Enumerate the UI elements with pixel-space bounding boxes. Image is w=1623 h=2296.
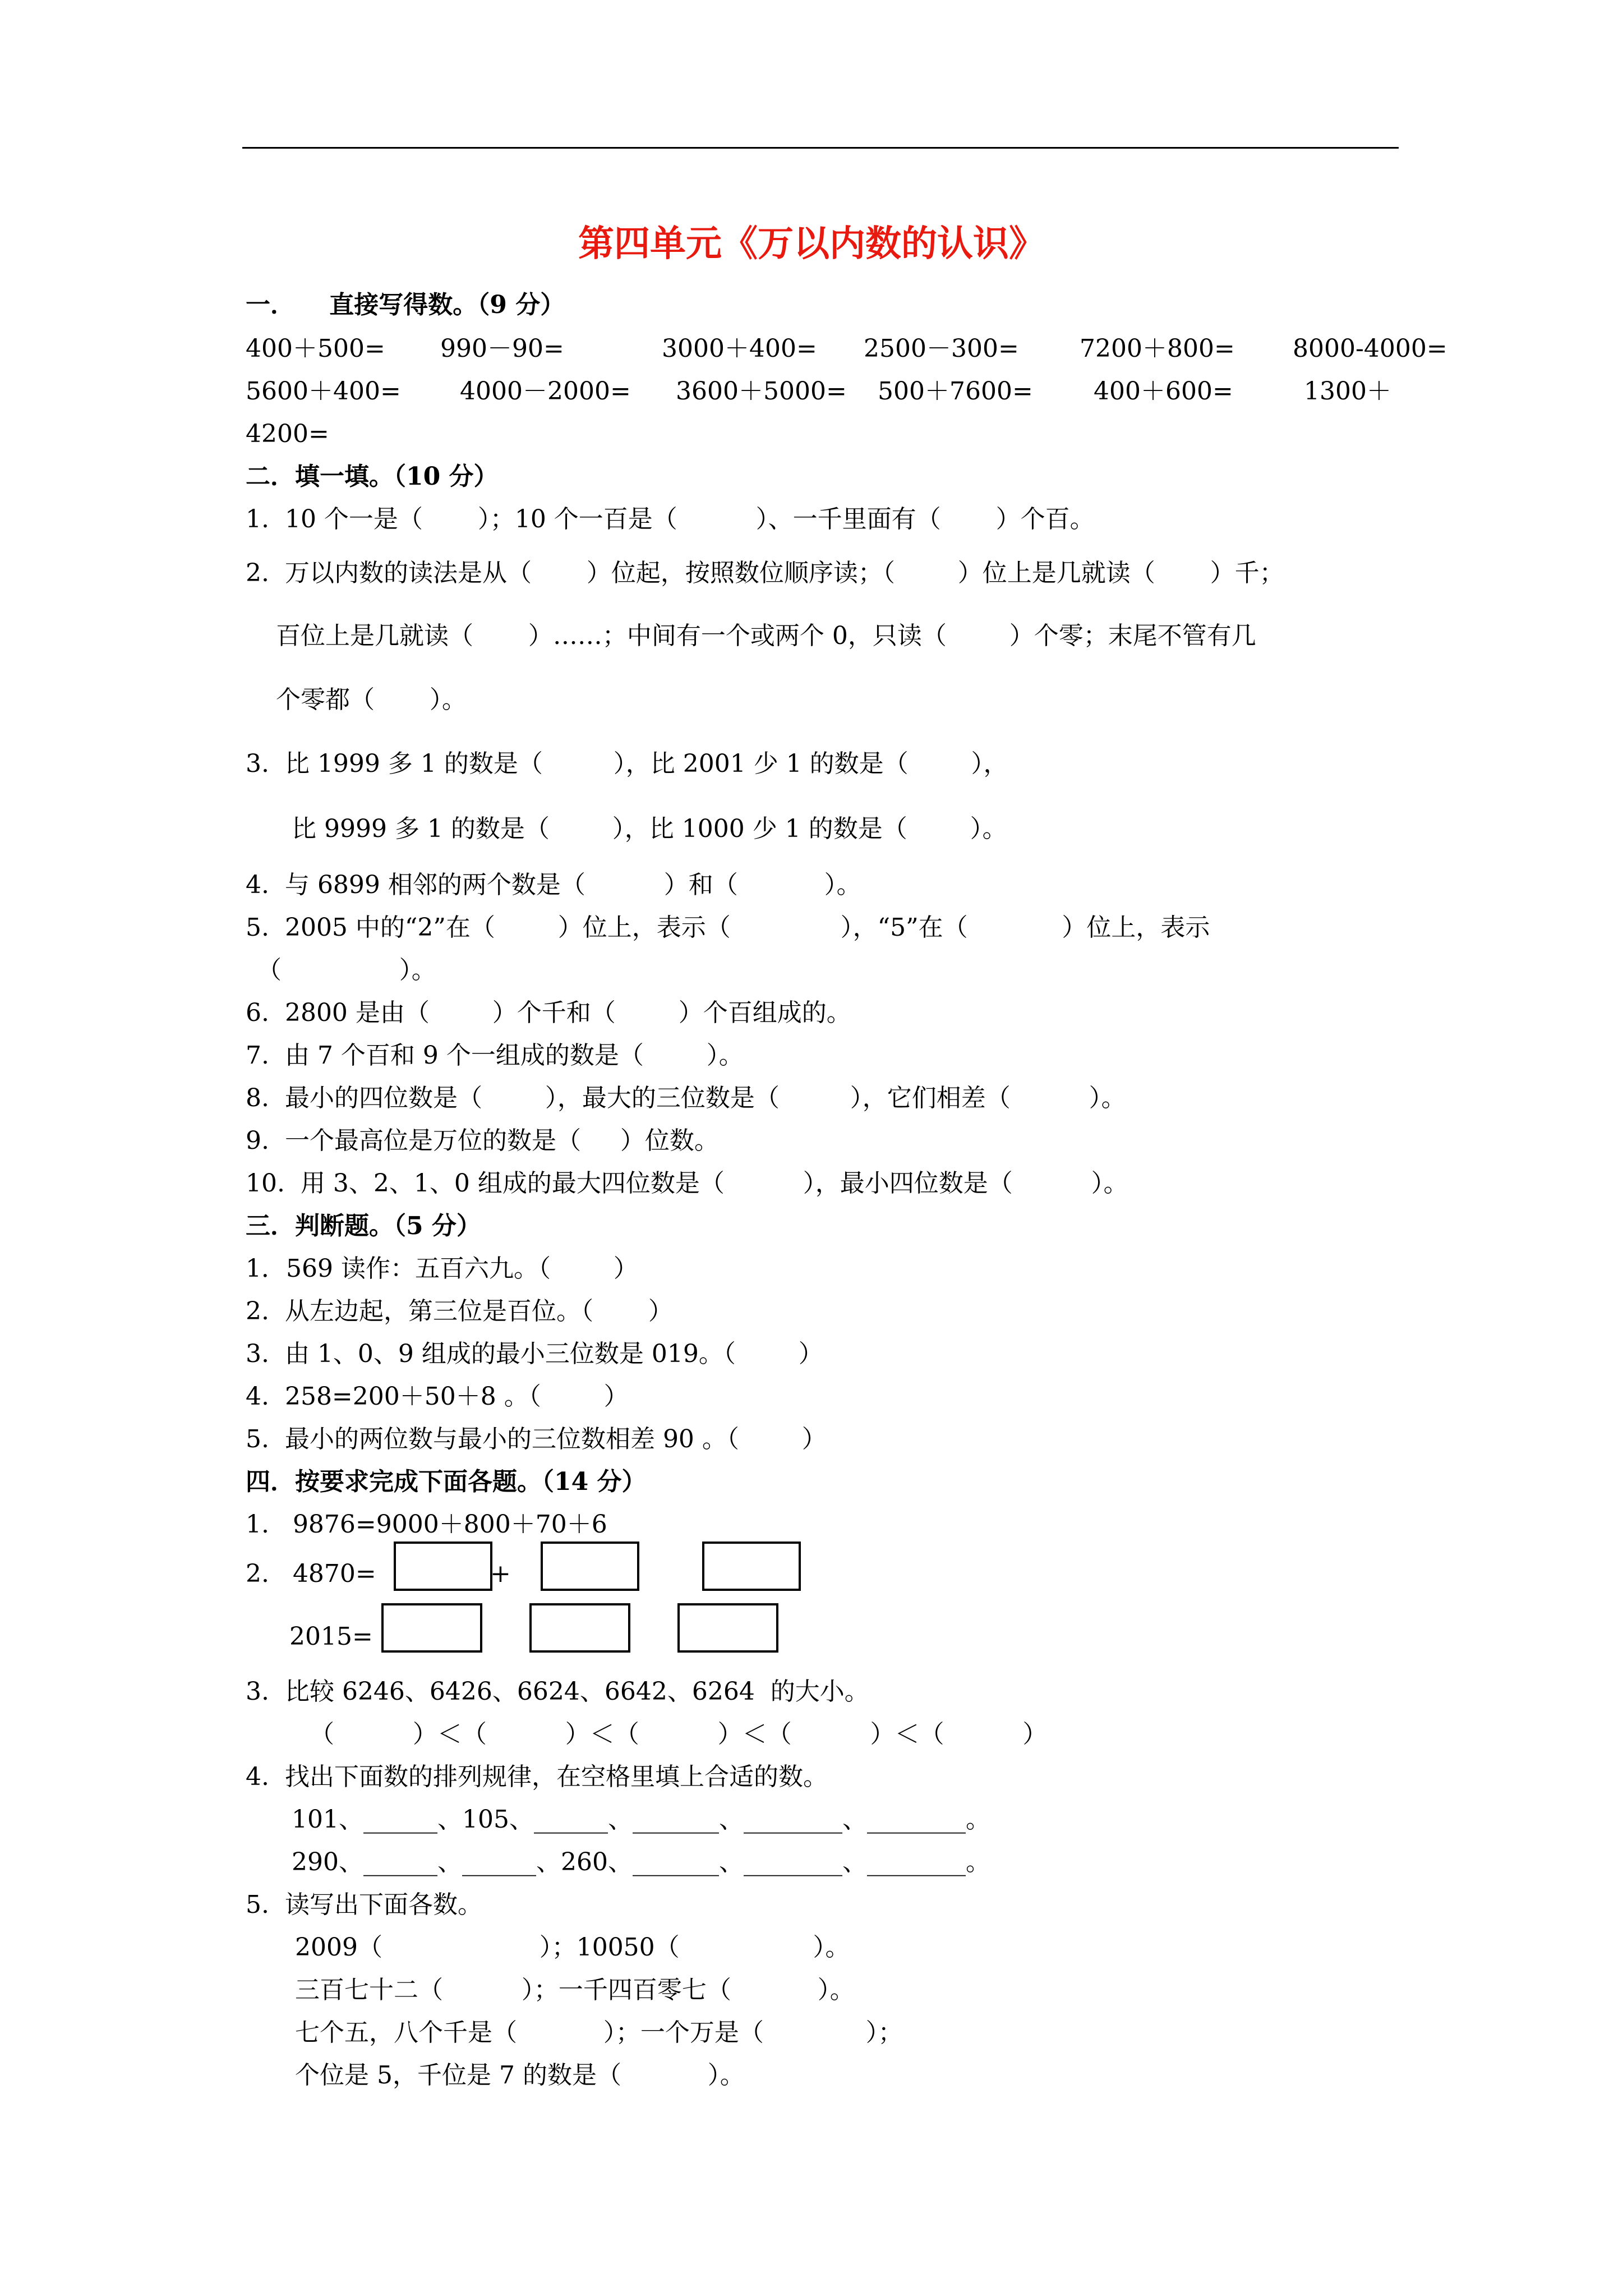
fill-question: 3. 比 1999 多 1 的数是（ ），比 2001 少 1 的数是（ ）， (246, 749, 1008, 778)
fill-question: 9. 一个最高位是万位的数是（ ）位数。 (246, 1126, 719, 1155)
section-4-heading: 四．按要求完成下面各题。（14 分） (246, 1467, 647, 1496)
calc-item: 5600＋400= (246, 377, 401, 406)
calc-item: 400＋500= (246, 334, 385, 363)
fill-question: 7. 由 7 个百和 9 个一组成的数是（ ）。 (246, 1041, 744, 1070)
calc-item: 4200= (246, 420, 329, 448)
fill-question: （ ）。 (257, 956, 436, 984)
read-write-item: 个位是 5，千位是 7 的数是（ ）。 (295, 2061, 745, 2090)
sequence-row: 101、______、105、______、_______、________、________。 (292, 1805, 990, 1834)
fill-question: 4. 与 6899 相邻的两个数是（ ）和（ ）。 (246, 871, 861, 899)
calc-item: 8000-4000= (1293, 334, 1447, 363)
read-write-item: 2009（ ）；10050（ ）。 (295, 1933, 850, 1962)
read-write-item: 三百七十二（ ）；一千四百零七（ ）。 (295, 1976, 855, 2004)
answer-box[interactable] (394, 1542, 492, 1591)
calc-item: 500＋7600= (878, 377, 1033, 406)
calc-item: 3000＋400= (662, 334, 817, 363)
calc-item: 4000－2000= (460, 377, 631, 406)
calc-item: 3600＋5000= (676, 377, 847, 406)
judge-question: 2. 从左边起，第三位是百位。（ ） (246, 1297, 673, 1326)
fill-question: 1. 10 个一是（ ）；10 个一百是（ ）、一千里面有（ ）个百。 (246, 505, 1095, 533)
judge-question: 5. 最小的两位数与最小的三位数相差 90 。（ ） (246, 1425, 827, 1453)
answer-box[interactable] (677, 1603, 778, 1653)
calc-item: 7200＋800= (1080, 334, 1235, 363)
calc-item: 1300＋ (1304, 377, 1391, 406)
fill-question: 百位上是几就读（ ）……；中间有一个或两个 0，只读（ ）个零；末尾不管有几 (276, 622, 1256, 650)
judge-question: 3. 由 1、0、9 组成的最小三位数是 019。（ ） (246, 1340, 823, 1368)
question-4-3: 3. 比较 6246、6426、6624、6642、6264 的大小。 (246, 1677, 869, 1706)
section-1-heading: 一． 直接写得数。（9 分） (246, 291, 565, 319)
section-3-heading: 三．判断题。（5 分） (246, 1212, 481, 1240)
fill-question: 5. 2005 中的“2”在（ ）位上，表示（ ），“5”在（ ）位上，表示 (246, 913, 1210, 942)
sequence-row: 290、______、______、260、_______、________、________。 (292, 1848, 990, 1876)
fill-question: 8. 最小的四位数是（ ），最大的三位数是（ ），它们相差（ ）。 (246, 1084, 1126, 1112)
fill-question: 个零都（ ）。 (276, 685, 467, 714)
fill-question: 2. 万以内数的读法是从（ ）位起，按照数位顺序读；（ ）位上是几就读（ ）千； (246, 559, 1284, 587)
calc-item: 990－90= (440, 334, 564, 363)
calc-item: 2500－300= (864, 334, 1019, 363)
plus-sign: + (490, 1559, 511, 1588)
page-title: 第四单元《万以内数的认识》 (578, 223, 1045, 265)
question-4-2-label: 2. 4870= (246, 1559, 376, 1588)
fill-question: 10. 用 3、2、1、0 组成的最大四位数是（ ），最小四位数是（ ）。 (246, 1169, 1128, 1198)
question-4-1: 1. 9876=9000＋800＋70＋6 (246, 1510, 607, 1539)
question-4-4: 4. 找出下面数的排列规律，在空格里填上合适的数。 (246, 1763, 828, 1791)
fill-question: 6. 2800 是由（ ）个千和（ ）个百组成的。 (246, 999, 851, 1027)
judge-question: 1．569 读作：五百六九。（ ） (246, 1254, 638, 1283)
calc-item: 400＋600= (1094, 377, 1233, 406)
judge-question: 4. 258=200＋50＋8 。（ ） (246, 1382, 629, 1411)
fill-question: 比 9999 多 1 的数是（ ），比 1000 少 1 的数是（ ）。 (292, 815, 1007, 843)
question-4-2b-label: 2015= (289, 1622, 373, 1651)
answer-box[interactable] (702, 1542, 801, 1591)
header-rule (242, 147, 1399, 149)
question-4-5: 5. 读写出下面各数。 (246, 1890, 482, 1919)
read-write-item: 七个五，八个千是（ ）；一个万是（ ）； (295, 2018, 903, 2047)
answer-box[interactable] (529, 1603, 630, 1653)
section-2-heading: 二．填一填。（10 分） (246, 462, 499, 491)
comparison-blanks: （ ）＜（ ）＜（ ）＜（ ）＜（ ） (310, 1720, 1048, 1749)
answer-box[interactable] (541, 1542, 639, 1591)
answer-box[interactable] (381, 1603, 482, 1653)
